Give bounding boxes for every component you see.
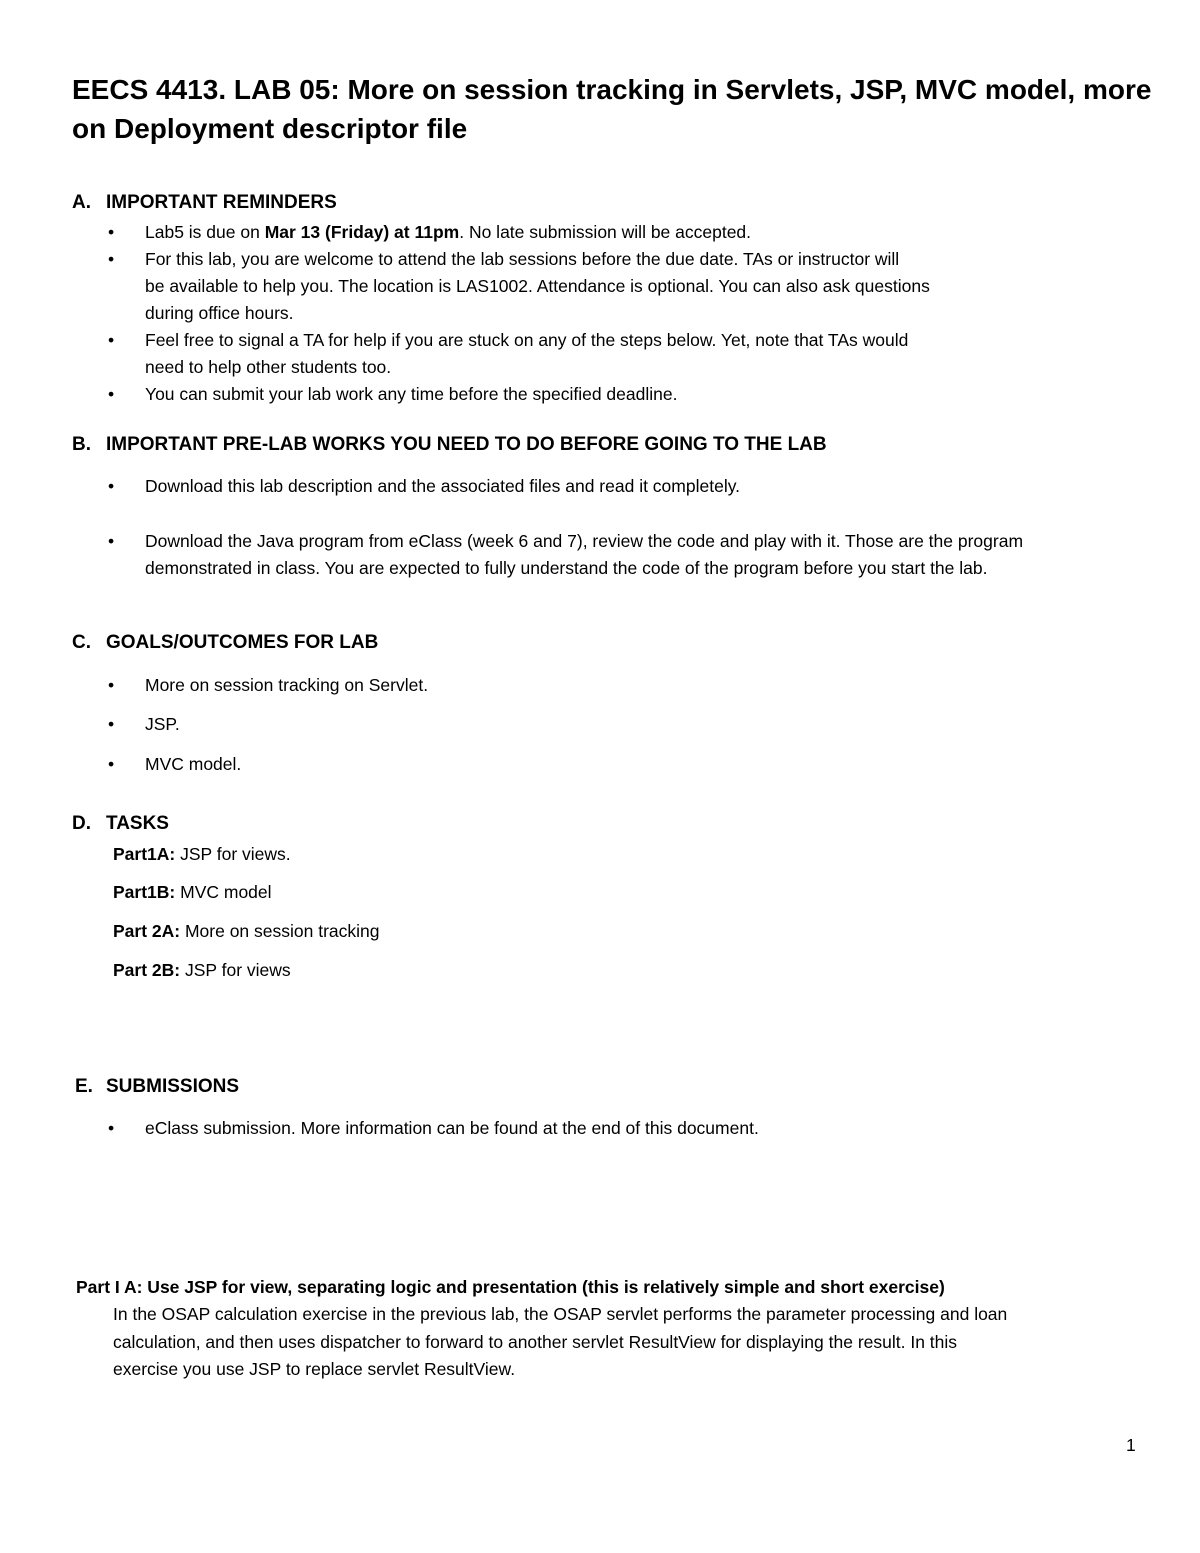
section-a-letter: A.: [72, 192, 91, 213]
bullet-icon: •: [108, 384, 115, 404]
bullet-icon: •: [108, 330, 115, 350]
task-part-item: Part1A: JSP for views.: [113, 844, 291, 864]
task-part-label: Part 2A:: [113, 921, 181, 941]
section-d-title: TASKS: [106, 813, 169, 834]
part-1a-heading: Part I A: Use JSP for view, separating logic and presentation (this is relatively simple and short exercise): [76, 1277, 945, 1297]
section-b-heading: [72, 433, 827, 457]
bullet-icon: •: [108, 249, 115, 269]
bullet-icon: •: [108, 222, 115, 242]
task-part-item: Part1B: MVC model: [113, 882, 272, 902]
bullet-icon: •: [108, 1118, 115, 1138]
section-a-title: IMPORTANT REMINDERS: [106, 192, 337, 213]
section-e-letter: E.: [75, 1076, 93, 1097]
section-c-heading: [72, 631, 378, 655]
bullet-icon: •: [108, 476, 115, 496]
section-c-letter: C.: [72, 632, 91, 653]
task-part-item: Part 2A: More on session tracking: [113, 921, 380, 941]
bullet-icon: •: [108, 714, 115, 734]
due-date: Mar 13 (Friday) at 11pm: [264, 222, 460, 242]
task-part-item: Part 2B: JSP for views: [113, 960, 291, 980]
task-part-label: Part1B:: [113, 882, 176, 902]
task-part-label: Part 2B:: [113, 960, 181, 980]
section-b-title: IMPORTANT PRE-LAB WORKS YOU NEED TO DO BEFORE GOING TO THE LAB: [106, 434, 827, 455]
section-d-heading: [72, 812, 169, 836]
bullet-icon: •: [108, 754, 115, 774]
page-number: 1: [1126, 1435, 1136, 1455]
section-e-heading: [75, 1075, 239, 1099]
document-title: EECS 4413. LAB 05: More on session tracking in Servlets, JSP, MVC model, more on Deployment descriptor file: [72, 74, 1152, 144]
document-page: EECS 4413. LAB 05: More on session tracking in Servlets, JSP, MVC model, more on Deployment descriptor file A. IMPORTANT REMINDERS • Lab5 is due on Mar 13 (Friday) at 11pm. No late submission will be accepted. • For this lab, you are welcome to attend the lab sessions before the due date. TAs or instructor will be available to help you. The location is LAS1002. Attendance is optional. You can also ask questions during office hours. • Feel free to signal a TA for help if you are stuck on any of the steps below. Yet, note that TAs would need to help other students too. • You can submit your lab work any time before the specified deadline. B. IMPORTANT PRE-LAB WORKS YOU NEED TO DO BEFORE GOING TO THE LAB • Download this lab description and the associated files and read it completely. • Download the Java program from eClass (week 6 and 7), review the code and play with it. Those are the program demonstrated in class. You are expected to fully understand the code of the program before you start the lab. C. GOALS/OUTCOMES FOR LAB • More on session tracking on Servlet. • JSP. • MVC model. D. TASKS Part1A: JSP for views. Part1B: MVC model Part 2A: More on session tracking Part 2B: JSP for views E. SUBMISSIONS • eClass submission. More information can be found at the end of this document. Part I A: Use JSP for view, separating logic and presentation (this is relatively simple and short exercise) In the OSAP calculation exercise in the previous lab, the OSAP servlet performs the parameter processing and loan calculation, and then uses dispatcher to forward to another servlet ResultView for displaying the result. In this exercise you use JSP to replace servlet ResultView. 1: [0, 0, 1200, 1553]
section-e-title: SUBMISSIONS: [106, 1076, 240, 1097]
section-b-letter: B.: [72, 434, 91, 455]
section-a-heading: [72, 191, 337, 215]
task-part-label: Part1A:: [113, 844, 176, 864]
part-1a-body: In the OSAP calculation exercise in the previous lab, the OSAP servlet performs the parameter processing and loan calculation, and then uses dispatcher to forward to another servlet ResultView for displaying the result. In this exercise you use JSP to replace servlet ResultView.: [113, 1304, 1008, 1379]
section-c-title: GOALS/OUTCOMES FOR LAB: [106, 632, 379, 653]
bullet-icon: •: [108, 675, 115, 695]
section-d-letter: D.: [72, 813, 91, 834]
bullet-icon: •: [108, 531, 115, 551]
